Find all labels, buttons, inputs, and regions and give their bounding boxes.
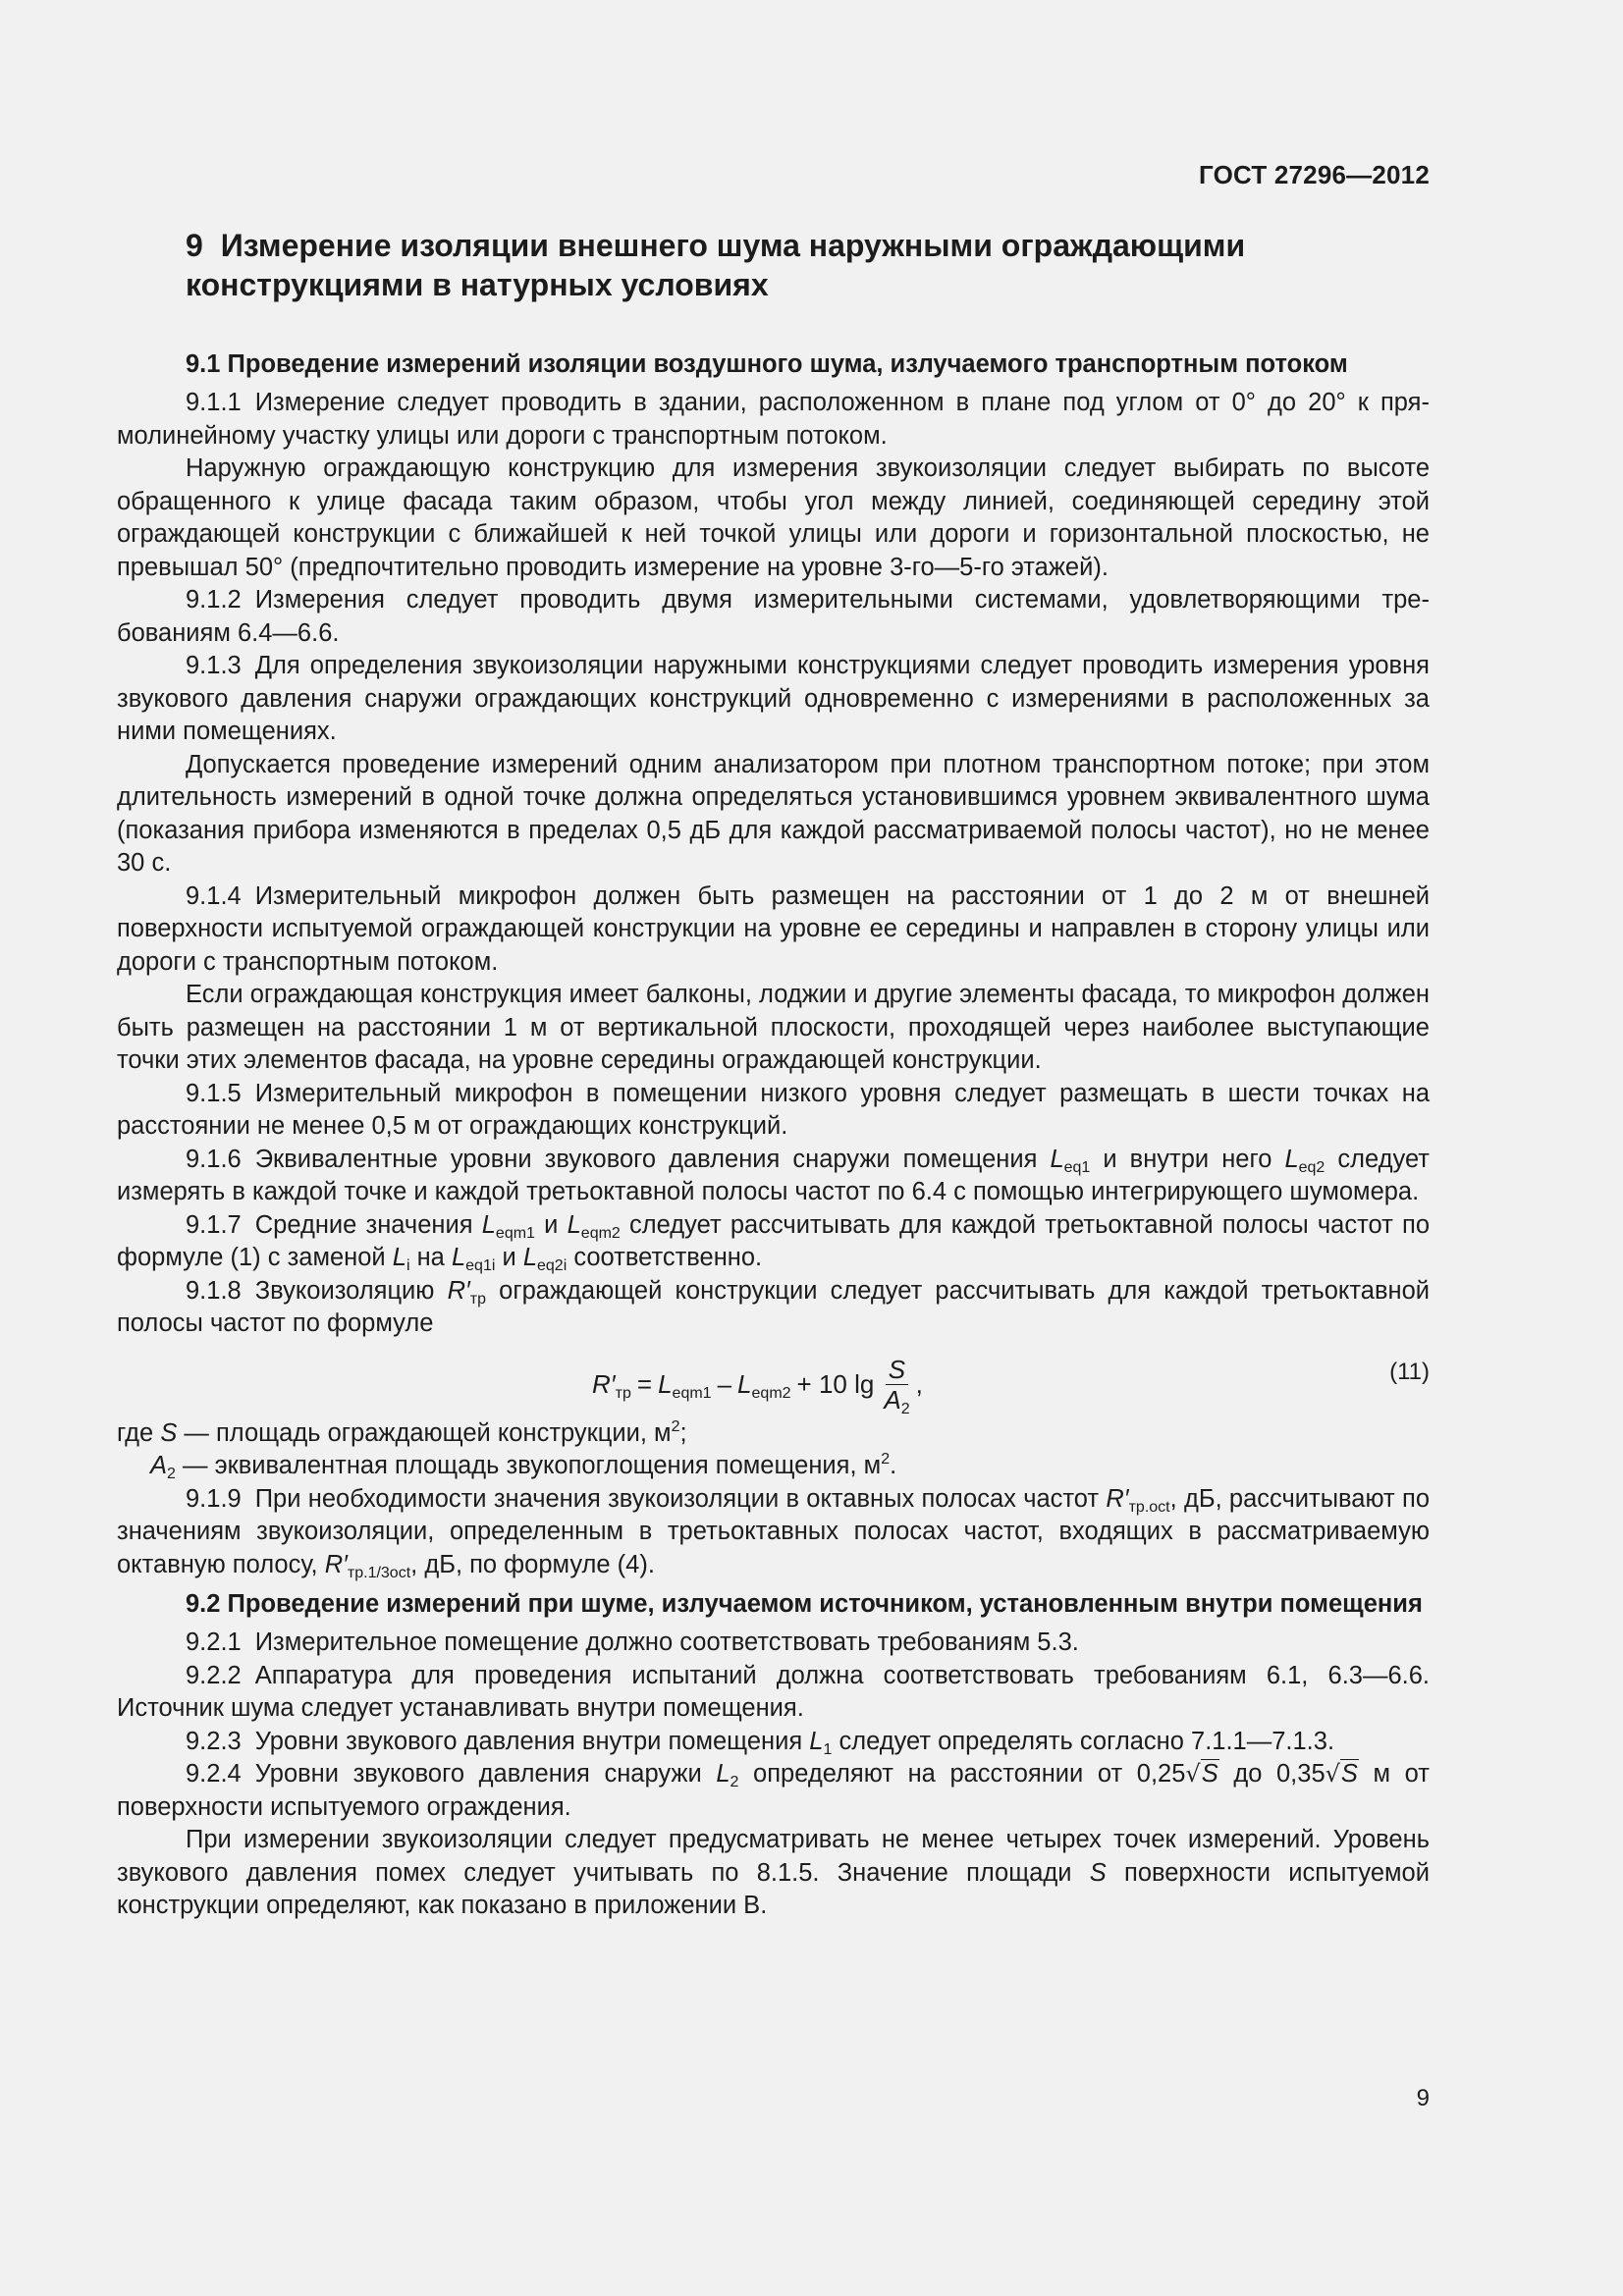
clause-number: 9.1.6 [186, 1145, 242, 1173]
subscript: eq1i [465, 1257, 496, 1274]
text-run: м от поверхности испытуемого ограждения. [117, 1760, 1430, 1821]
paragraph-9-1-6 [117, 1144, 1430, 1209]
symbol-L: L [451, 1244, 466, 1271]
page-number: 9 [1416, 2085, 1430, 2111]
paragraph-text: Для определения звукоизоляции наружными конструкциями следует проводить измерения уровня звукового давления снаружи ограждающих конструкций одновременно с измерениями в расположенных за ними помещениях. [117, 652, 1430, 745]
fraction-numerator: S [886, 1355, 908, 1385]
subscript: eqm1 [672, 1384, 712, 1402]
paragraph-text: Измерения следует проводить двумя измерительными системами, удовлетворяющими требованиям 6.4—6.6. [117, 586, 1430, 647]
symbol-R: R′ [447, 1276, 470, 1305]
paragraph-9-1-7 [117, 1209, 1430, 1275]
text-run: , дБ, по формуле (4). [410, 1550, 655, 1578]
symbol-L: L [567, 1210, 581, 1239]
text-run: Звукоизоляцию [254, 1276, 448, 1305]
superscript: 2 [671, 1417, 680, 1435]
symbol-R: R′ [592, 1368, 616, 1399]
clause-number: 9.1.8 [186, 1276, 242, 1305]
text-run: и [534, 1210, 568, 1239]
paragraph-text: Измерение следует проводить в здании, расположенном в плане под углом от 0° до 20° к прямолинейному участку улицы или дороги с транспортным потоком. [117, 389, 1430, 450]
symbol-L: L [522, 1244, 537, 1271]
subsection-heading-9-2: 9.2 Проведение измерений при шуме, излучаемом источником, установленным внутри помещения [186, 1590, 1423, 1618]
text-run: Уровни звукового давления внутри помещения [254, 1727, 810, 1755]
clause-number: 9.2.1 [186, 1629, 242, 1656]
subscript: 2 [900, 1400, 910, 1417]
section-number: 9 [186, 228, 203, 263]
superscript: 2 [881, 1451, 891, 1468]
subscript: тр.oct [1128, 1498, 1170, 1516]
text-run: соответственно. [567, 1244, 763, 1271]
paragraph-9-1-9 [117, 1483, 1430, 1582]
symbol-L: L [737, 1368, 752, 1399]
paragraph-text: Измерительное помещение должно соответствовать требованиям 5.3. [254, 1629, 1079, 1656]
minus-sign: – [717, 1368, 732, 1399]
text-run: Эквивалентные уровни звукового давления снаружи помещения [254, 1145, 1051, 1173]
text-run: ограждающей конструкции следует рассчитывать для каждой третьоктавной полосы частот по формуле [117, 1276, 1431, 1337]
symbol-L: L [1050, 1145, 1064, 1173]
text-run: до 0,35 [1218, 1760, 1325, 1788]
radicand: S [1340, 1760, 1358, 1788]
paragraph-9-2-3 [117, 1726, 1430, 1759]
subscript: тр [615, 1384, 631, 1402]
paragraph-9-1-4-cont: Если ограждающая конструкция имеет балконы, лоджии и другие элементы фасада, то микрофон должен быть размещен на расстоянии 1 м от вертикальной плоскости, проходящей через наиболее выступающие точки этих элементов фасада, на уровне середины ограждающей конструкции. [117, 981, 1430, 1074]
clause-number: 9.2.2 [186, 1661, 242, 1689]
symbol-L: L [809, 1727, 824, 1755]
symbol-A: A [150, 1452, 168, 1479]
log-term: + 10 lg [796, 1368, 875, 1399]
clause-number: 9.1.9 [186, 1484, 242, 1513]
paragraph-9-1-8 [117, 1275, 1430, 1341]
formula-11 [117, 1349, 1430, 1417]
symbol-A: A [884, 1384, 901, 1415]
paragraph-text: Аппаратура для проведения испытаний должна соответствовать требованиям 6.1, 6.3—6.6. Источник шума следует устанавливать внутри помещения. [117, 1661, 1430, 1722]
paragraph-9-1-1 [117, 387, 1430, 453]
equation-number: (11) [1389, 1358, 1430, 1385]
equals-sign: = [636, 1368, 653, 1399]
paragraph-9-1-3-cont: Допускается проведение измерений одним анализатором при плотном транспортном потоке; при этом длительность измерений в одной точке должна определяться установившимся уровнем эквивалентного шума (показания прибора изменяются в пределах 0,5 дБ для каждой рассматриваемой полосы частот), но не менее 30 с. [117, 750, 1430, 877]
where-line-S [117, 1417, 1430, 1451]
paragraph-9-2-4-cont [117, 1824, 1430, 1923]
text-run: — эквивалентная площадь звукопоглощения помещения, м [175, 1452, 882, 1479]
subscript: 2 [730, 1774, 739, 1790]
subscript: 2 [167, 1466, 176, 1482]
symbol-L: L [1284, 1145, 1299, 1173]
text-run: При измерении звукоизоляции следует предусматривать не менее четырех точек измерений. Уровень звукового давления помех следует учитывать по 8.1.5. Значение площади [117, 1826, 1430, 1887]
text-run: — площадь ограждающей конструкции, м [177, 1418, 672, 1447]
subscript: eqm2 [751, 1384, 791, 1402]
text-run: определяют на расстоянии от 0,25 [738, 1760, 1186, 1788]
symbol-S: S [1089, 1858, 1107, 1887]
standard-number: ГОСТ 27296—2012 [1199, 160, 1430, 189]
text-run: Уровни звукового давления снаружи [254, 1760, 717, 1788]
fraction-denominator [884, 1385, 909, 1415]
subscript: eqm2 [580, 1224, 621, 1242]
symbol-L: L [481, 1210, 496, 1239]
subscript: тр.1/3oct [347, 1564, 411, 1581]
clause-number: 9.2.4 [186, 1760, 242, 1788]
radicand: S [1201, 1760, 1218, 1788]
symbol-S: S [160, 1418, 178, 1447]
subscript: eq2i [537, 1257, 568, 1274]
text-run: При необходимости значения звукоизоляции в октавных полосах частот [254, 1484, 1107, 1513]
text-run: и [495, 1244, 523, 1271]
paragraph-9-1-1-cont: Наружную ограждающую конструкцию для измерения звукоизоляции следует выбирать по высоте обращенного к улице фасада таким образом, чтобы угол между линией, соединяющей середину этой ограждающей конструкции с ближайшей к ней точкой улицы или дороги и горизонтальной плоскостью, не превышал 50° (предпочтительно проводить измерение на уровне 3-го—5-го этажей). [117, 454, 1430, 581]
text-run: ; [679, 1418, 687, 1447]
subscript: тр [469, 1290, 486, 1308]
text-run: . [890, 1452, 897, 1479]
text-run: поверхности испытуемой конструкции определяют, как показано в приложении В. [117, 1858, 1430, 1919]
fraction [884, 1355, 909, 1415]
paragraph-9-1-3 [117, 650, 1430, 749]
subscript: eq2 [1298, 1158, 1325, 1176]
text-run: следует рассчитывать для каждой третьоктавной полосы частот по формуле (1) с заменой [117, 1210, 1431, 1271]
text-run: следует измерять в каждой точке и каждой третьоктавной полосы частот по 6.4 с помощью интегрирующего шумомера. [117, 1145, 1430, 1205]
symbol-R: R′ [1106, 1484, 1129, 1513]
subscript: eqm1 [495, 1224, 535, 1242]
formula-comma: , [915, 1368, 923, 1399]
paragraph-9-2-4 [117, 1758, 1430, 1824]
clause-number: 9.1.2 [186, 586, 242, 614]
paragraph-text: Измерительный микрофон должен быть размещен на расстоянии от 1 до 2 м от внешней поверхности испытуемой ограждающей конструкции на уровне ее середины и направлен в сторону улицы или дороги с транспортным потоком. [117, 881, 1430, 976]
paragraph-9-2-2 [117, 1660, 1430, 1726]
symbol-L: L [716, 1760, 730, 1788]
subsection-heading-9-1: 9.1 Проведение измерений изоляции воздушного шума, излучаемого транспортным потоком [186, 350, 1348, 378]
text-run: , дБ, рассчитывают по значениям звукоизоляции, определенным в третьоктавных полосах частот, входящих в рассматриваемую октавную полосу, [117, 1484, 1430, 1578]
text-run: следует определять согласно 7.1.1—7.1.3. [832, 1727, 1335, 1755]
radical-sign: √ [1325, 1760, 1340, 1788]
clause-number: 9.1.5 [186, 1079, 242, 1107]
subscript: 1 [823, 1740, 833, 1758]
symbol-L: L [658, 1368, 673, 1399]
paragraph-9-1-5 [117, 1078, 1430, 1144]
text-run: на [409, 1244, 452, 1271]
subscript: eq1 [1063, 1158, 1091, 1176]
section-title: Измерение изоляции внешнего шума наружными ограждающими конструкциями в натурных условиях [186, 228, 1246, 302]
symbol-L: L [392, 1244, 406, 1271]
symbol-R: R′ [324, 1550, 348, 1578]
clause-number: 9.2.3 [186, 1727, 242, 1755]
clause-number: 9.1.1 [186, 389, 242, 416]
text-run: и внутри него [1090, 1145, 1285, 1173]
sqrt-S [1325, 1759, 1359, 1788]
page-content [117, 226, 1430, 1923]
where-line-A2 [117, 1450, 1430, 1483]
subscript: i [406, 1257, 410, 1274]
paragraph-text: Измерительный микрофон в помещении низкого уровня следует размещать в шести точках на расстоянии не менее 0,5 м от ограждающих конструкций. [117, 1079, 1430, 1140]
paragraph-9-1-2 [117, 584, 1430, 650]
clause-number: 9.1.7 [186, 1210, 242, 1239]
formula-body [592, 1355, 923, 1415]
text-run: Средние значения [254, 1210, 482, 1239]
section-heading [186, 226, 1403, 304]
paragraph-9-1-4 [117, 881, 1430, 980]
clause-number: 9.1.3 [186, 652, 242, 679]
clause-number: 9.1.4 [186, 881, 242, 910]
sqrt-S [1185, 1759, 1218, 1788]
radical-sign: √ [1185, 1760, 1201, 1788]
paragraph-9-2-1 [117, 1627, 1430, 1660]
text-run: где [117, 1418, 161, 1447]
